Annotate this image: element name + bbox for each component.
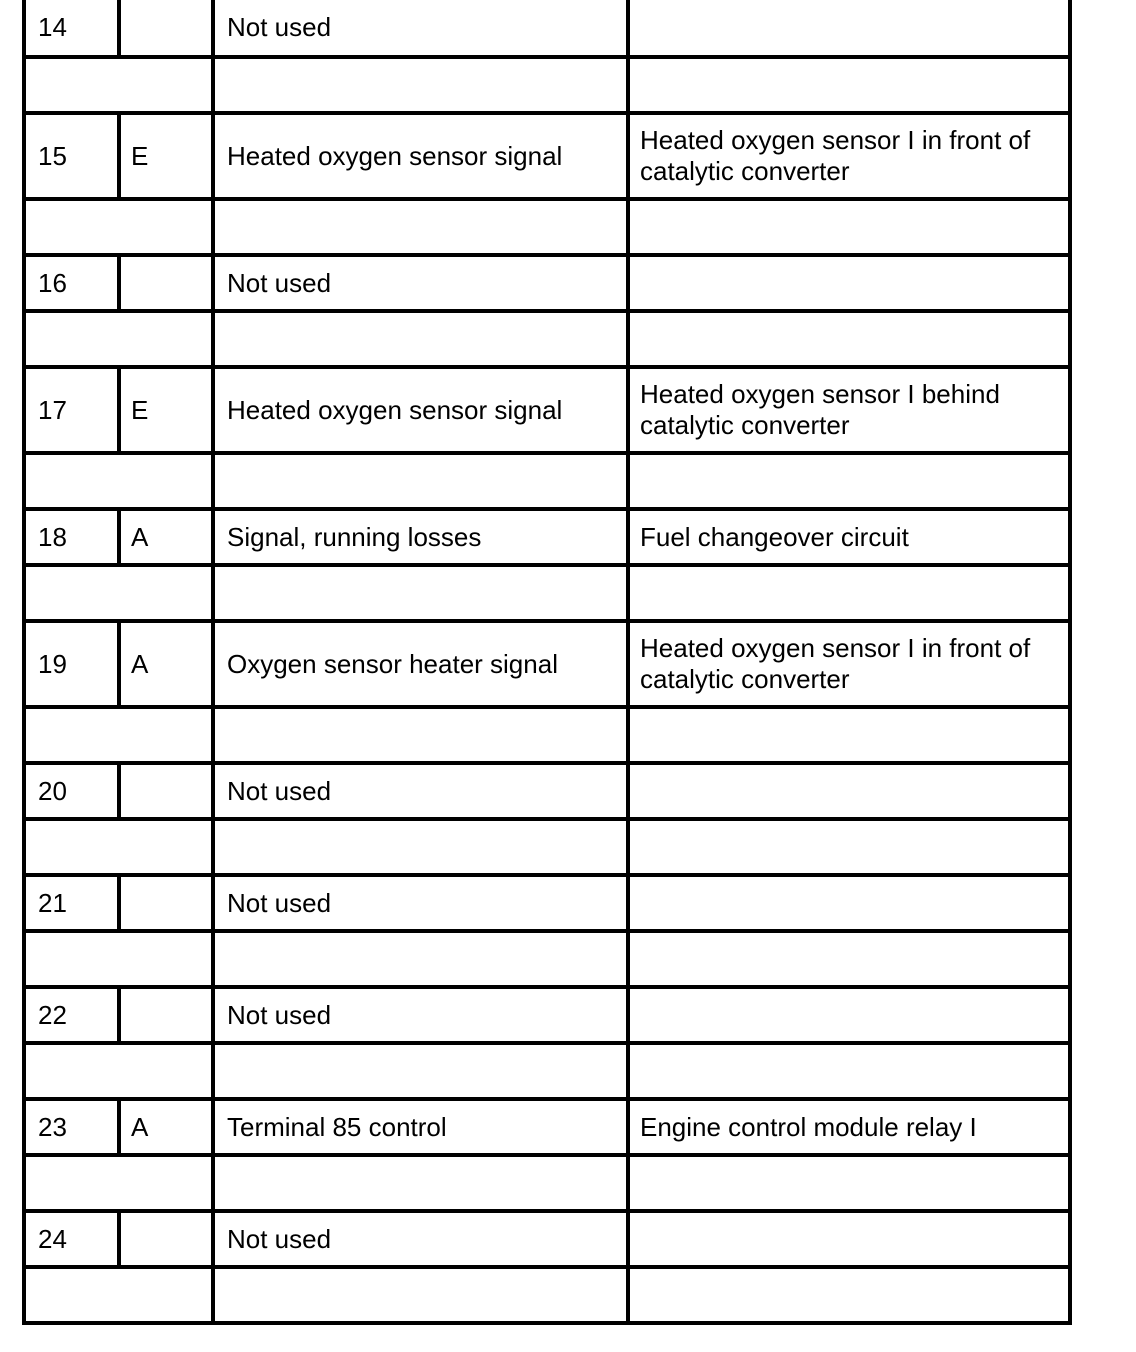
component-cell (628, 875, 1070, 931)
table-row (24, 367, 1070, 453)
pin-number-cell: 23 (24, 1099, 119, 1155)
table-row (24, 763, 1070, 819)
spacer-cell (213, 311, 628, 367)
spacer-cell (24, 931, 213, 987)
spacer-row (24, 707, 1070, 763)
spacer-cell (24, 707, 213, 763)
spacer-cell (213, 1267, 628, 1323)
signal-type-cell: E (119, 367, 213, 453)
signal-type-cell (119, 763, 213, 819)
component-cell (628, 1211, 1070, 1267)
spacer-cell (628, 931, 1070, 987)
signal-type-cell: A (119, 509, 213, 565)
pin-number-cell: 21 (24, 875, 119, 931)
spacer-cell (24, 199, 213, 255)
pin-number-cell: 20 (24, 763, 119, 819)
spacer-row (24, 565, 1070, 621)
spacer-row (24, 199, 1070, 255)
spacer-cell (213, 57, 628, 113)
spacer-cell (213, 199, 628, 255)
description-cell: Signal, running losses (213, 509, 628, 565)
spacer-row (24, 1155, 1070, 1211)
table-row (24, 113, 1070, 199)
signal-type-cell (119, 987, 213, 1043)
table-row (24, 987, 1070, 1043)
pin-number-cell: 24 (24, 1211, 119, 1267)
table-row (24, 0, 1070, 57)
description-cell: Not used (213, 875, 628, 931)
spacer-cell (24, 1155, 213, 1211)
pin-assignment-table (22, 0, 1072, 1325)
signal-type-cell (119, 0, 213, 57)
spacer-cell (213, 453, 628, 509)
component-cell: Engine control module relay I (628, 1099, 1070, 1155)
spacer-cell (213, 707, 628, 763)
pin-number-cell: 15 (24, 113, 119, 199)
pin-number-cell: 22 (24, 987, 119, 1043)
pin-number-cell: 14 (24, 0, 119, 57)
table-row (24, 875, 1070, 931)
description-cell: Not used (213, 1211, 628, 1267)
spacer-cell (213, 565, 628, 621)
pin-number-cell: 18 (24, 509, 119, 565)
component-cell (628, 0, 1070, 57)
spacer-row (24, 453, 1070, 509)
pin-number-cell: 16 (24, 255, 119, 311)
spacer-cell (628, 1267, 1070, 1323)
component-cell (628, 987, 1070, 1043)
spacer-row (24, 819, 1070, 875)
spacer-row (24, 931, 1070, 987)
signal-type-cell: A (119, 621, 213, 707)
spacer-cell (24, 819, 213, 875)
spacer-cell (628, 819, 1070, 875)
pin-number-cell: 17 (24, 367, 119, 453)
spacer-cell (628, 1043, 1070, 1099)
description-cell: Heated oxygen sensor signal (213, 367, 628, 453)
table-row (24, 1211, 1070, 1267)
spacer-cell (628, 453, 1070, 509)
spacer-cell (24, 311, 213, 367)
spacer-cell (628, 311, 1070, 367)
spacer-cell (213, 1043, 628, 1099)
description-cell: Terminal 85 control (213, 1099, 628, 1155)
spacer-cell (628, 1155, 1070, 1211)
table-row (24, 255, 1070, 311)
description-cell: Not used (213, 987, 628, 1043)
component-cell: Heated oxygen sensor I in front of catalytic converter (628, 621, 1070, 707)
spacer-cell (24, 565, 213, 621)
table-row (24, 509, 1070, 565)
signal-type-cell (119, 1211, 213, 1267)
component-cell (628, 763, 1070, 819)
pin-number-cell: 19 (24, 621, 119, 707)
spacer-cell (24, 57, 213, 113)
spacer-cell (628, 199, 1070, 255)
description-cell: Not used (213, 255, 628, 311)
description-cell: Not used (213, 0, 628, 57)
spacer-cell (24, 453, 213, 509)
description-cell: Oxygen sensor heater signal (213, 621, 628, 707)
spacer-cell (24, 1043, 213, 1099)
spacer-row (24, 1043, 1070, 1099)
signal-type-cell: A (119, 1099, 213, 1155)
signal-type-cell: E (119, 113, 213, 199)
component-cell: Heated oxygen sensor I in front of catalytic converter (628, 113, 1070, 199)
spacer-cell (628, 565, 1070, 621)
spacer-cell (628, 707, 1070, 763)
spacer-cell (213, 931, 628, 987)
signal-type-cell (119, 875, 213, 931)
component-cell: Heated oxygen sensor I behind catalytic converter (628, 367, 1070, 453)
spacer-cell (24, 1267, 213, 1323)
spacer-cell (213, 1155, 628, 1211)
description-cell: Not used (213, 763, 628, 819)
table-row (24, 621, 1070, 707)
description-cell: Heated oxygen sensor signal (213, 113, 628, 199)
spacer-row (24, 1267, 1070, 1323)
table-row (24, 1099, 1070, 1155)
spacer-cell (628, 57, 1070, 113)
spacer-cell (213, 819, 628, 875)
spacer-row (24, 57, 1070, 113)
component-cell (628, 255, 1070, 311)
spacer-row (24, 311, 1070, 367)
component-cell: Fuel changeover circuit (628, 509, 1070, 565)
signal-type-cell (119, 255, 213, 311)
